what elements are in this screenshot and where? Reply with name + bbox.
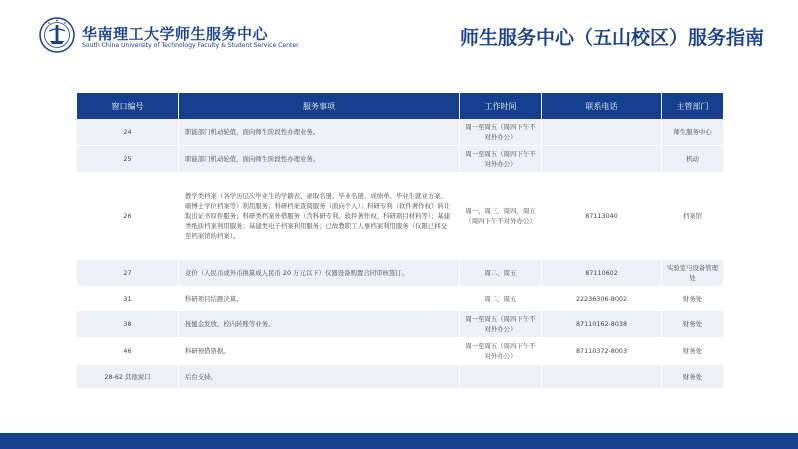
column-header-phone: 联系电话 [542, 93, 662, 119]
time-cell: 周一至周五（周四下午不对外办公） [460, 311, 542, 338]
service-cell: 科研预借票据。 [179, 338, 460, 365]
table-row [77, 287, 723, 311]
column-header-service: 服务事项 [179, 93, 460, 119]
time-cell: 周二、周五 [460, 287, 542, 311]
window-cell: 24 [77, 119, 179, 146]
time-cell: 周一至周五（周四下午不对外办公） [460, 338, 542, 365]
service-cell: 职能部门机动轮值，面向师生阶段性办理业务。 [179, 146, 460, 173]
window-cell: 28-62 其他窗口 [77, 365, 179, 389]
footer-bar [0, 433, 798, 449]
service-cell: 科研项目结题决算。 [179, 287, 460, 311]
dept-cell: 实验室与设备管理处 [662, 260, 723, 287]
time-cell [460, 365, 542, 389]
window-cell: 25 [77, 146, 179, 173]
time-cell: 周二、周五 [460, 260, 542, 287]
column-header-dept: 主管部门 [662, 93, 723, 119]
table-header-row [77, 93, 723, 119]
table-row [77, 260, 723, 287]
table-row [77, 338, 723, 365]
table-row [77, 119, 723, 146]
phone-cell: 87110162-8038 [542, 311, 662, 338]
window-cell: 31 [77, 287, 179, 311]
page-title: 师生服务中心（五山校区）服务指南 [459, 27, 764, 49]
table-row [77, 146, 723, 173]
dept-cell: 机动 [662, 146, 723, 173]
page-header [0, 0, 798, 78]
time-cell: 周一至周五（周四下午不对外办公） [460, 146, 542, 173]
phone-cell [542, 146, 662, 173]
phone-cell: 87110602 [542, 260, 662, 287]
service-cell: 竞价（人民币或外币换算成人民币 20 万元以下）仪器设备购置合同审核签订。 [179, 260, 460, 287]
service-cell: 后台支持。 [179, 365, 460, 389]
phone-cell [542, 119, 662, 146]
org-name-en: South China University of Technology Faculty & Student Service Center [82, 42, 299, 49]
table-row [77, 365, 723, 389]
service-cell: 教学类档案（各学历层次毕业生的学籍表、录取名册、毕业名册、成绩单、毕业生就业方案、硕博士学位档案等）利用服务；科研档案查阅服务（面向个人）；科研专利（软件著作权）转让取出证书原件服务；科研类档案外借服务（含科研专利、软件著作权、科研项目材料等）；基建类纸质档案利用服务；基建类电子档案利用服务；已故教职工人事档案利用服务（仅限已移交至档案馆的档案）。 [179, 173, 460, 260]
dept-cell: 师生服务中心 [662, 119, 723, 146]
service-guide-table [77, 93, 723, 389]
org-name-cn: 华南理工大学师生服务中心 [82, 25, 269, 43]
column-header-window: 窗口编号 [77, 93, 179, 119]
window-cell: 26 [77, 173, 179, 260]
service-cell: 职能部门机动轮值，面向师生阶段性办理业务。 [179, 119, 460, 146]
dept-cell: 财务处 [662, 338, 723, 365]
column-header-time: 工作时间 [460, 93, 542, 119]
phone-cell [542, 365, 662, 389]
table-row [77, 311, 723, 338]
service-cell: 抚恤金发放、校内转账等业务。 [179, 311, 460, 338]
dept-cell: 档案馆 [662, 173, 723, 260]
time-cell: 周一、周三、周四、周五（周四下午不对外办公） [460, 173, 542, 260]
window-cell: 46 [77, 338, 179, 365]
time-cell: 周一至周五（周四下午不对外办公） [460, 119, 542, 146]
table-row [77, 173, 723, 260]
window-cell: 27 [77, 260, 179, 287]
dept-cell: 财务处 [662, 287, 723, 311]
phone-cell: 87113040 [542, 173, 662, 260]
dept-cell: 财务处 [662, 365, 723, 389]
window-cell: 38 [77, 311, 179, 338]
dept-cell: 财务处 [662, 311, 723, 338]
phone-cell: 87110372-8003 [542, 338, 662, 365]
university-logo-icon [39, 17, 75, 53]
phone-cell: 22236306-8002 [542, 287, 662, 311]
